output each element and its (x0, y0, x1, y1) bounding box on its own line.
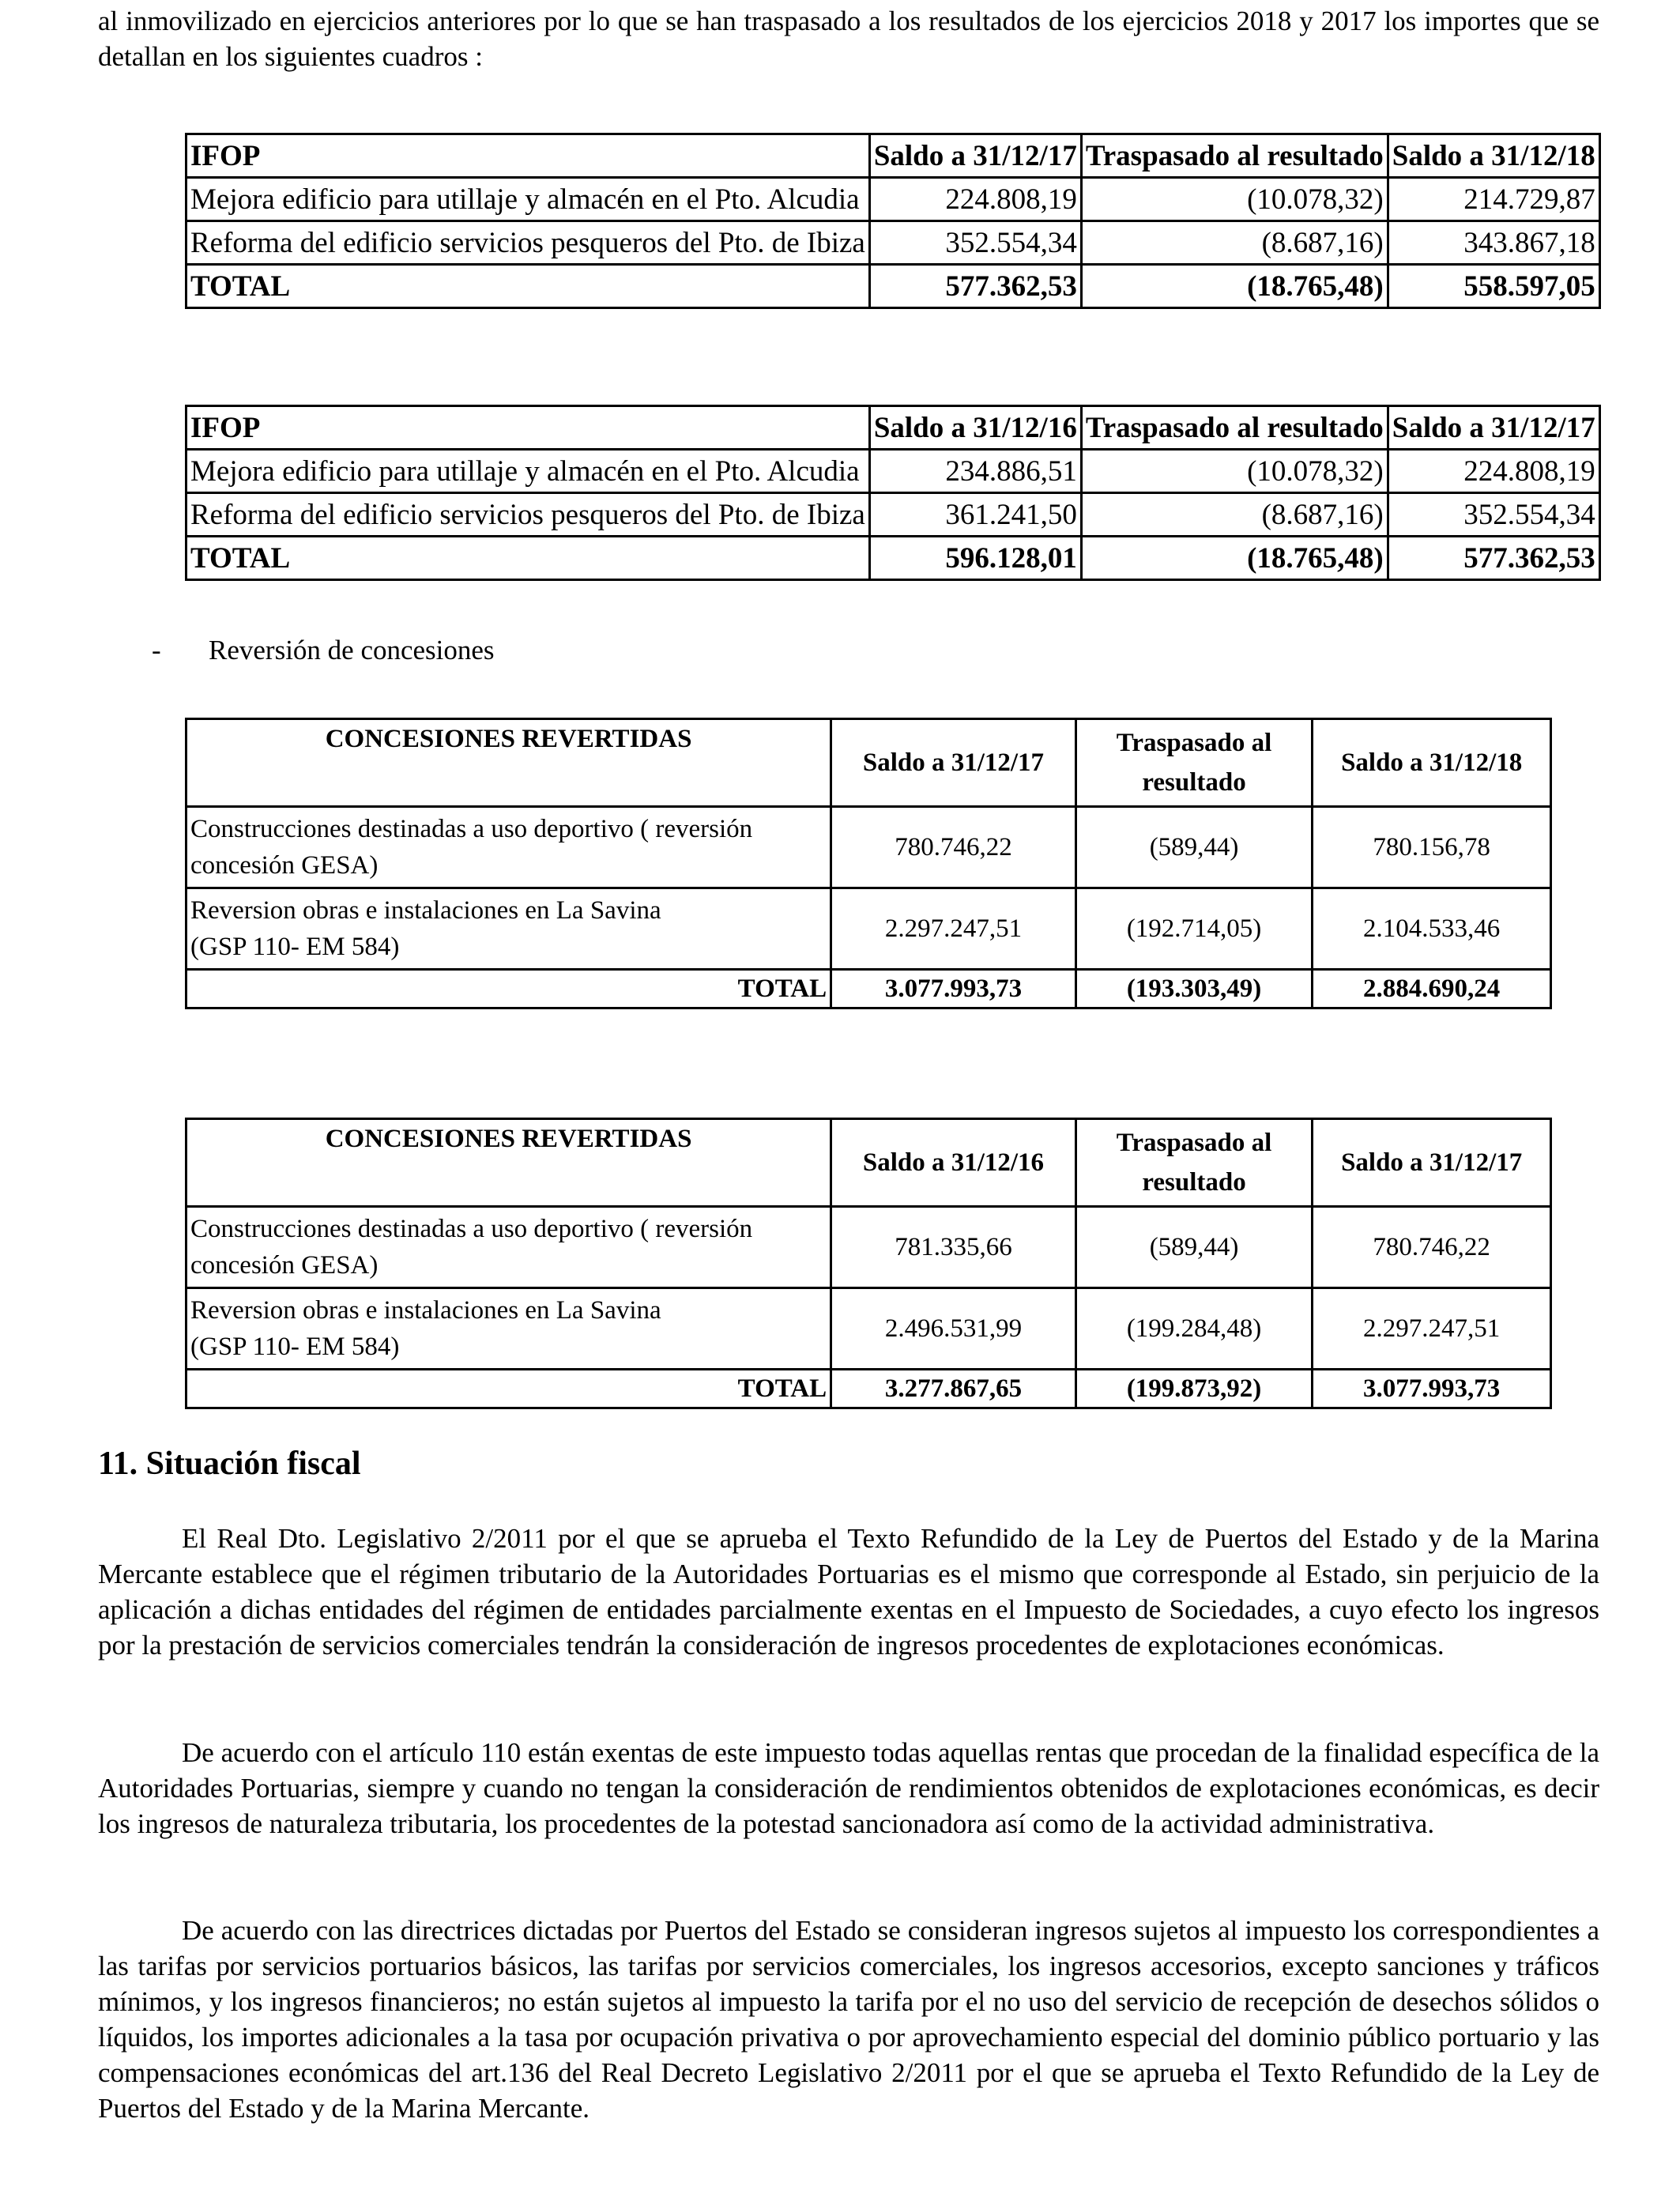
value-cell: 2.297.247,51 (1313, 1288, 1551, 1370)
row-label (186, 888, 831, 970)
row-label: Reforma del edificio servicios pesqueros del Pto. de Ibiza (186, 221, 870, 265)
bullet-marker: - (152, 635, 161, 665)
paragraph-2: De acuerdo con el artículo 110 están exentas de este impuesto todas aquellas rentas que procedan de la finalidad específica de la Autoridades Portuarias, siempre y cuando no tengan la consideración de rendimientos obtenidos de explotaciones económicas, es decir los ingresos de naturaleza tributaria, los procedentes de la potestad sancionadora así como de la actividad administrativa. (98, 1737, 1599, 1839)
row-label: Mejora edificio para utillaje y almacén en el Pto. Alcudia (186, 178, 870, 221)
value-cell: 361.241,50 (869, 493, 1081, 537)
total-label: TOTAL (186, 1370, 831, 1408)
value-cell: (199.284,48) (1075, 1288, 1313, 1370)
value-cell: 224.808,19 (1388, 450, 1599, 493)
table-row (186, 450, 1600, 493)
row-label (186, 807, 831, 888)
value-cell: 224.808,19 (869, 178, 1081, 221)
header-cell: Saldo a 31/12/17 (1313, 1119, 1551, 1207)
ifop-table-2018 (185, 133, 1601, 309)
value-cell: 2.297.247,51 (831, 888, 1076, 970)
value-cell: 780.746,22 (831, 807, 1076, 888)
value-cell: 2.496.531,99 (831, 1288, 1076, 1370)
value-cell: 352.554,34 (869, 221, 1081, 265)
table-header-row (186, 406, 1600, 450)
row-label: Reforma del edificio servicios pesqueros del Pto. de Ibiza (186, 493, 870, 537)
ifop-table-2017 (185, 405, 1601, 581)
table-row (186, 221, 1600, 265)
total-value: (199.873,92) (1075, 1370, 1313, 1408)
total-value: 558.597,05 (1388, 265, 1599, 308)
header-cell: Saldo a 31/12/16 (831, 1119, 1076, 1207)
paragraph-1: El Real Dto. Legislativo 2/2011 por el que se aprueba el Texto Refundido de la Ley de Puertos del Estado y de la Marina Mercante establece que el régimen tributario de la Autoridades Portuarias es el mismo que corresponde al Estado, sin perjuicio de la aplicación a dichas entidades del régimen de entidades parcialmente exentas en el Impuesto de Sociedades, a cuyo efecto los ingresos por la prestación de servicios comerciales tendrán la consideración de ingresos procedentes de explotaciones económicas. (98, 1523, 1599, 1661)
total-value: 3.077.993,73 (1313, 1370, 1551, 1408)
header-cell: CONCESIONES REVERTIDAS (186, 1119, 831, 1207)
row-label (186, 1207, 831, 1288)
header-cell: Saldo a 31/12/18 (1388, 134, 1599, 178)
header-cell: Traspasado al resultado (1075, 1119, 1313, 1207)
value-cell: (8.687,16) (1081, 221, 1388, 265)
header-cell: Traspasado al resultado (1075, 719, 1313, 807)
header-cell: Saldo a 31/12/17 (869, 134, 1081, 178)
total-value: 3.077.993,73 (831, 970, 1076, 1008)
value-cell: (10.078,32) (1081, 450, 1388, 493)
row-label-line: (GSP 110- EM 584) (190, 1333, 400, 1361)
total-value: 596.128,01 (869, 537, 1081, 580)
paragraph-3: De acuerdo con las directrices dictadas por Puertos del Estado se consideran ingresos sujetos al impuesto los correspondientes a las tarifas por servicios portuarios básicos, las tarifas por servicios comerciales, los ingresos accesorios, excepto sanciones y tráficos mínimos, y los ingresos financieros; no están sujetos al impuesto la tarifa por el no uso del servicio de recepción de desechos sólidos o líquidos, los importes adicionales a la tasa por ocupación privativa o por aprovechamiento especial del dominio público portuario y las compensaciones económicas del art.136 del Real Decreto Legislativo 2/2011 por el que se aprueba el Texto Refundido de la Ley de Puertos del Estado y de la Marina Mercante. (98, 1915, 1599, 2124)
total-label: TOTAL (186, 265, 870, 308)
value-cell: (589,44) (1075, 807, 1313, 888)
header-cell: IFOP (186, 406, 870, 450)
value-cell: (8.687,16) (1081, 493, 1388, 537)
header-cell: Saldo a 31/12/17 (1388, 406, 1599, 450)
value-cell: 234.886,51 (869, 450, 1081, 493)
row-label-line: Reversion obras e instalaciones en La Savina (190, 896, 661, 925)
value-cell: 352.554,34 (1388, 493, 1599, 537)
row-label-line: Construcciones destinadas a uso deportivo ( reversión (190, 815, 753, 843)
header-cell: Traspasado al resultado (1081, 406, 1388, 450)
total-label: TOTAL (186, 970, 831, 1008)
row-label-line: Reversion obras e instalaciones en La Savina (190, 1296, 661, 1325)
total-label: TOTAL (186, 537, 870, 580)
table-total-row (186, 970, 1551, 1008)
row-label-line: concesión GESA) (190, 1251, 379, 1280)
row-label (186, 1288, 831, 1370)
header-cell: IFOP (186, 134, 870, 178)
header-cell: Saldo a 31/12/16 (869, 406, 1081, 450)
header-cell: Saldo a 31/12/17 (831, 719, 1076, 807)
total-value: (193.303,49) (1075, 970, 1313, 1008)
concesiones-table-2018 (185, 718, 1552, 1009)
bullet-text: Reversión de concesiones (209, 635, 495, 665)
table-row (186, 888, 1551, 970)
total-value: (18.765,48) (1081, 265, 1388, 308)
table-total-row (186, 537, 1600, 580)
table-header-row (186, 134, 1600, 178)
section-heading: 11. Situación fiscal (98, 1446, 361, 1482)
header-cell: Saldo a 31/12/18 (1313, 719, 1551, 807)
value-cell: 781.335,66 (831, 1207, 1076, 1288)
value-cell: 780.746,22 (1313, 1207, 1551, 1288)
table-total-row (186, 1370, 1551, 1408)
value-cell: 343.867,18 (1388, 221, 1599, 265)
row-label-line: concesión GESA) (190, 851, 379, 880)
value-cell: (10.078,32) (1081, 178, 1388, 221)
total-value: 577.362,53 (869, 265, 1081, 308)
total-value: 577.362,53 (1388, 537, 1599, 580)
row-label-line: (GSP 110- EM 584) (190, 933, 400, 961)
table-header-row (186, 719, 1551, 807)
row-label: Mejora edificio para utillaje y almacén en el Pto. Alcudia (186, 450, 870, 493)
table-row (186, 1207, 1551, 1288)
value-cell: 2.104.533,46 (1313, 888, 1551, 970)
total-value: (18.765,48) (1081, 537, 1388, 580)
header-cell: CONCESIONES REVERTIDAS (186, 719, 831, 807)
table-row (186, 1288, 1551, 1370)
value-cell: 780.156,78 (1313, 807, 1551, 888)
row-label-line: Construcciones destinadas a uso deportivo ( reversión (190, 1215, 753, 1243)
table-header-row (186, 1119, 1551, 1207)
value-cell: (192.714,05) (1075, 888, 1313, 970)
concesiones-table-2017 (185, 1118, 1552, 1409)
value-cell: 214.729,87 (1388, 178, 1599, 221)
table-row (186, 807, 1551, 888)
table-row (186, 178, 1600, 221)
table-row (186, 493, 1600, 537)
total-value: 3.277.867,65 (831, 1370, 1076, 1408)
intro-paragraph: al inmovilizado en ejercicios anteriores por lo que se han traspasado a los resultados de los ejercicios 2018 y 2017 los importes que se detallan en los siguientes cuadros : (98, 6, 1599, 72)
table-total-row (186, 265, 1600, 308)
total-value: 2.884.690,24 (1313, 970, 1551, 1008)
value-cell: (589,44) (1075, 1207, 1313, 1288)
header-cell: Traspasado al resultado (1081, 134, 1388, 178)
